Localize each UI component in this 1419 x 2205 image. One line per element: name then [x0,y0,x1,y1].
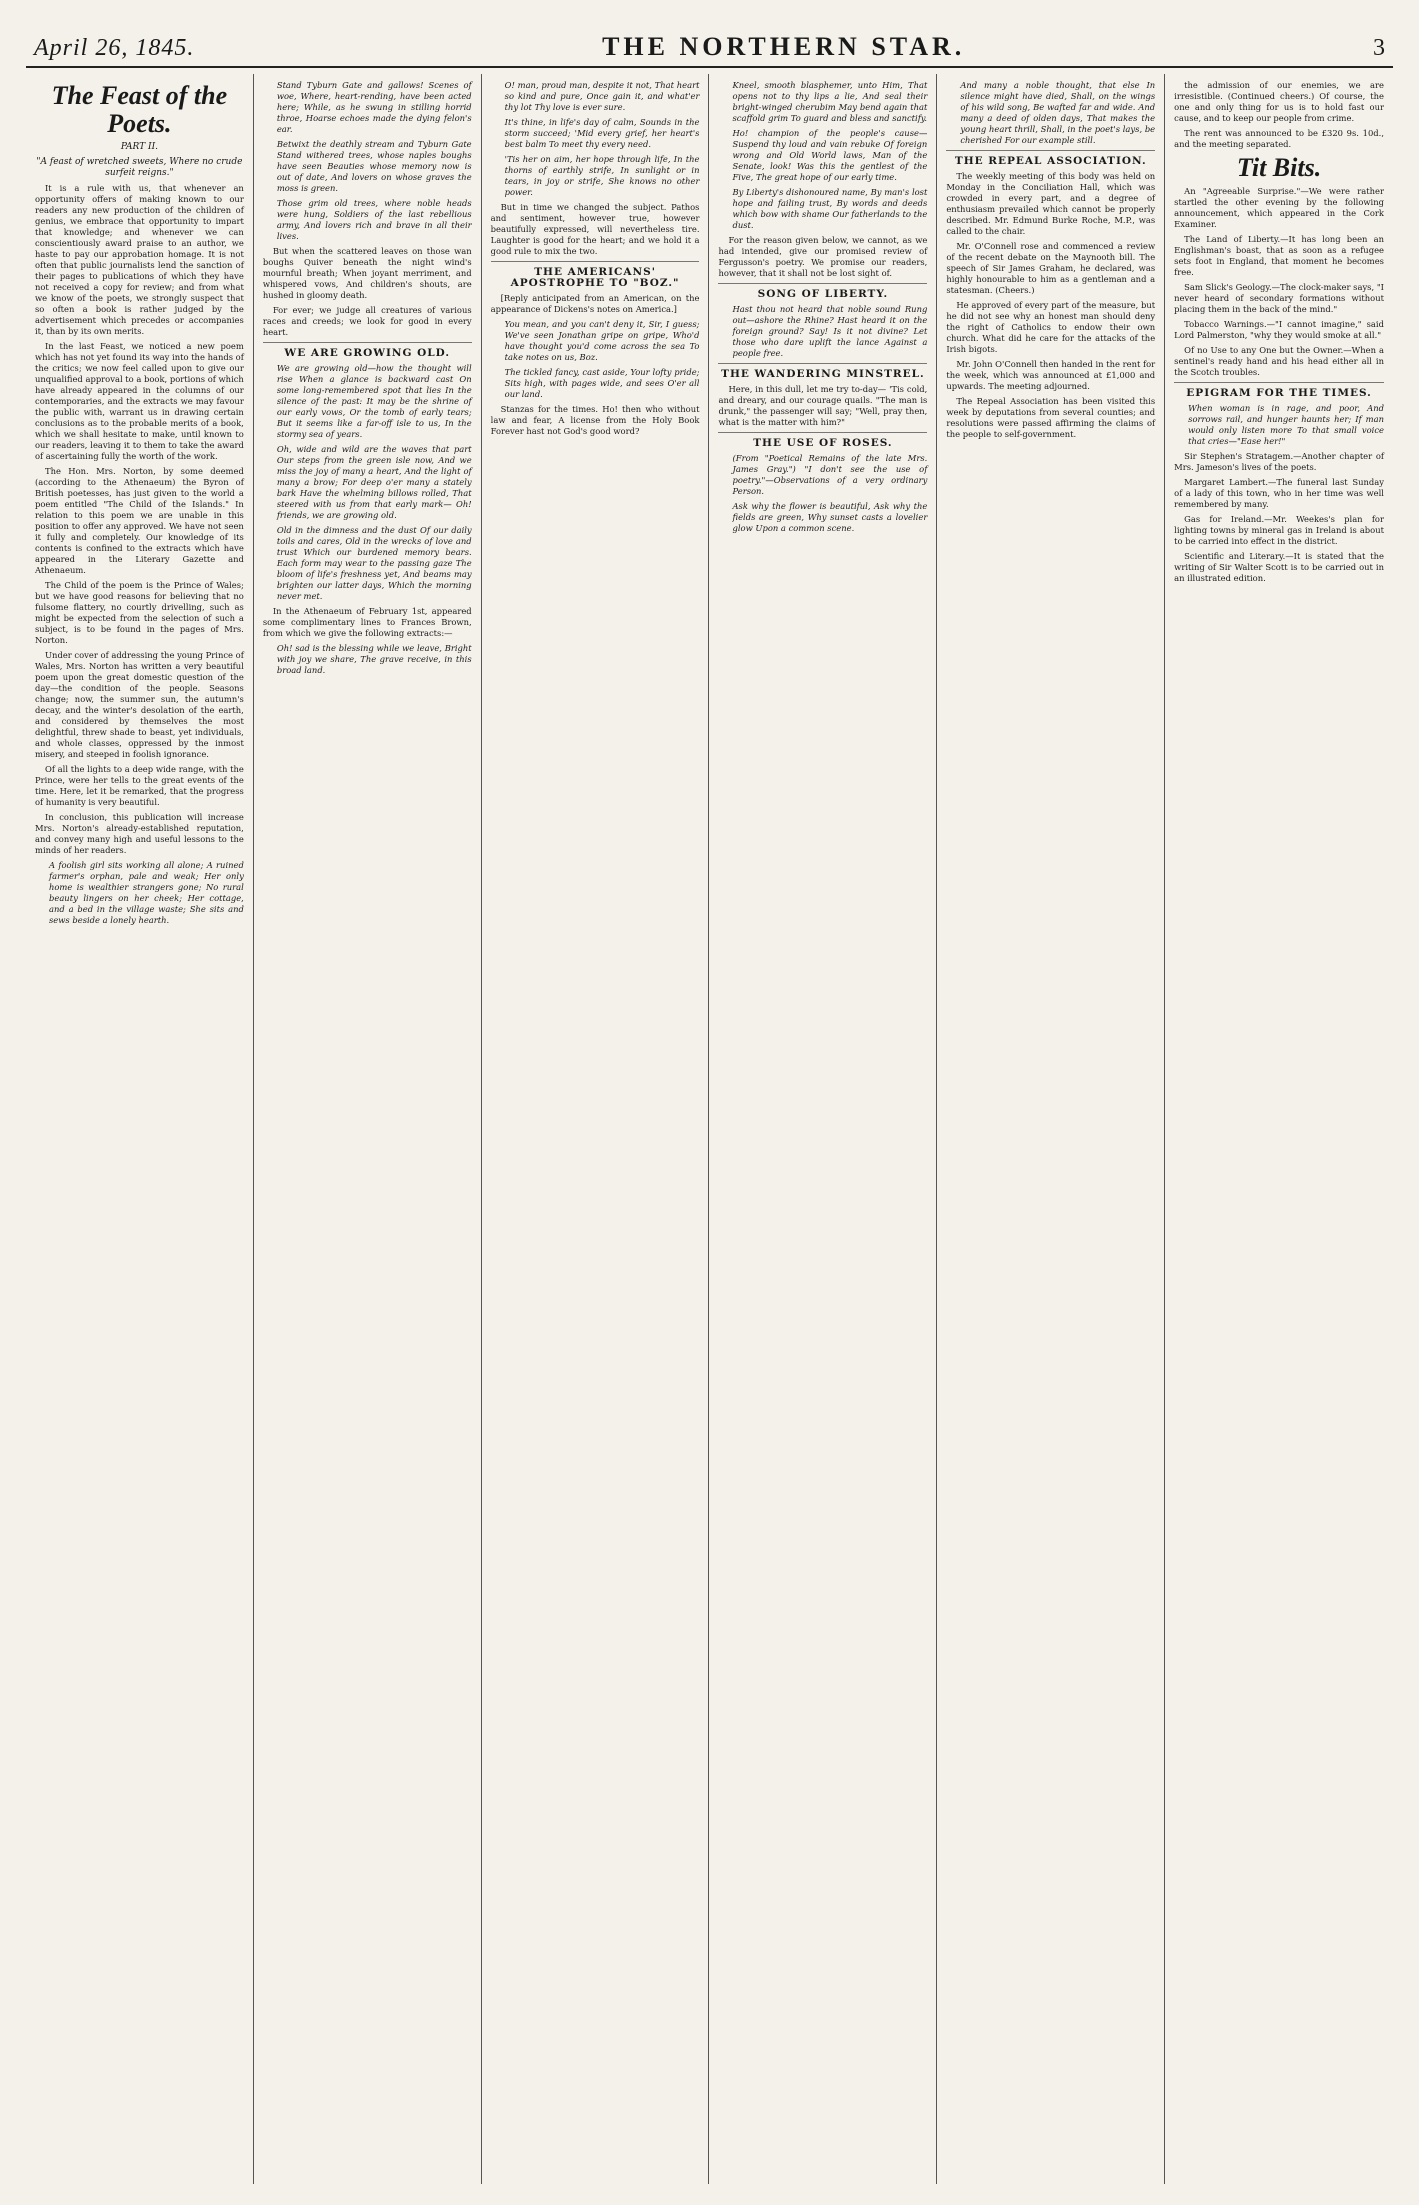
verse-block: Stand Tyburn Gate and gallows! Scenes of woe, Where, heart-rending, have been acted here; While, as he swung in stilling horrid throe, Hoarse echoes made the dying felon's ear. [276,80,472,134]
article-heading: THE REPEAL ASSOCIATION. [946,150,1155,167]
paragraph: The weekly meeting of this body was held on Monday in the Conciliation Hall, which was crowded in every part, and a degree of enthusiasm prevailed which cannot be properly described. Mr. Edmund Burke Roche, M.P., was called to the chair. [946,171,1156,236]
paragraph: Stanzas for the times. Ho! then who without law and fear, A license from the Holy Book Forever hast not God's good word? [490,404,700,436]
paragraph: The Child of the poem is the Prince of Wales; but we have good reasons for believing that no fulsome flattery, no courtly drivelling, such as might be expected from the selection of such a subject, is to be found in the pages of Mrs. Norton. [35,580,244,645]
paragraph: Sam Slick's Geology.—The clock-maker says, "I never heard of secondary formations without placing them in the back of the mind." [1174,282,1384,314]
verse-block: Kneel, smooth blasphemer, unto Him, That opens not to thy lips a lie, And seal their bright-winged cherubim May bend again that scaffold grim To guard and bless and sanctify. [732,80,928,123]
column-1 [26,74,254,2184]
paragraph: The Repeal Association has been visited this week by deputations from several counties; and resolutions were passed affirming the claims of the people to self-government. [946,396,1156,439]
paragraph: For ever; we judge all creatures of various races and creeds; we look for good in every heart. [262,305,472,337]
article-heading: EPIGRAM FOR THE TIMES. [1174,382,1384,399]
verse-block: O! man, proud man, despite it not, That heart so kind and pure, Once gain it, and what'er thy lot Thy love is ever sure. [504,80,700,112]
paragraph: Mr. O'Connell rose and commenced a review of the recent debate on the Maynooth bill. The speech of Sir James Graham, he declared, was highly honourable to him as a gentleman and a statesman. (Cheers.) [946,241,1156,295]
verse-block: A foolish girl sits working all alone; A ruined farmer's orphan, pale and weak; Her only home is wealthier strangers gone; No rural beauty lingers on her cheek; Her cottage, and a bed in the village waste; She sits and sews beside a lonely hearth. [49,860,244,925]
verse-block: (From "Poetical Remains of the late Mrs. James Gray.") "I don't see the use of poetry."—Observations of a very ordinary Person. [732,453,928,496]
masthead [26,18,1393,68]
paragraph: The Land of Liberty.—It has long been an Englishman's boast, that as soon as a refugee sets foot in England, that moment he becomes free. [1174,234,1384,277]
page-number: 3 [1373,35,1385,61]
verse-block: Betwixt the deathly stream and Tyburn Gate Stand withered trees, whose naples boughs have seen Beauties whose memory now is out of date, And lovers on whose graves the moss is green. [276,139,472,193]
paragraph: In the Athenaeum of February 1st, appeared some complimentary lines to Frances Brown, from which we give the following extracts:— [262,606,472,638]
verse-block: Ho! champion of the people's cause— Suspend thy loud and vain rebuke Of foreign wrong and Old World laws, Man of the Senate, look! Was this the gentlest of the Five, The great hope of our early time. [732,128,928,182]
column-6 [1165,74,1393,2184]
verse-block: It's thine, in life's day of calm, Sounds in the storm succeed; 'Mid every grief, her heart's best balm To meet thy every need. [504,117,700,149]
verse-block: When woman is in rage, and poor, And sorrows rail, and hunger haunts her; If man would only listen more To that small voice that cries—"Ease her!" [1188,403,1384,446]
column-4 [709,74,937,2184]
paragraph: He approved of every part of the measure, but he did not see why an honest man should deny the right of Catholics to endow their own church. What did he care for the attacks of the Irish bigots. [946,300,1156,354]
paragraph: [Reply anticipated from an American, on the appearance of Dickens's notes on America.] [490,293,700,314]
verse-block: By Liberty's dishonoured name, By man's lost hope and failing trust, By words and deeds which bow with shame Our fatherlands to the dust. [732,187,928,230]
paragraph: In the last Feast, we noticed a new poem which has not yet found its way into the hands of the critics; we now feel called upon to give our unqualified approval to a book, portions of which have already appeared in the columns of our contemporaries, and the extracts we may favour the public with, warrant us in drawing certain conclusions as to the probable merits of a book, which we shall hesitate to make, until known to our readers, leaving it to them to take the award of ascertaining fully the worth of the work. [35,341,244,461]
section-title: Tit Bits. [1236,153,1322,182]
paragraph: the admission of our enemies, we are irresistible. (Continued cheers.) Of course, the one and only thing for us is to hold fast our cause, and to keep our people from crime. [1174,80,1384,123]
column-2 [254,74,482,2184]
newspaper-title: THE NORTHERN STAR. [602,32,966,61]
verse-block: Hast thou not heard that noble sound Rung out—ashore the Rhine? Hast heard it on the foreign ground? Say! Is it not divine? Let those who dare uplift the lance Against a people free. [732,304,928,358]
verse-block: 'Tis her on aim, her hope through life, In the thorns of earthly strife, In sunlight or in tears, in joy or strife, She knows no other power. [504,154,700,197]
paragraph: But when the scattered leaves on those wan boughs Quiver beneath the night wind's mournful breath; When joyant merriment, and whispered vows, And children's shouts, are hushed in gloomy death. [262,246,472,300]
article-heading: THE WANDERING MINSTREL. [718,363,927,380]
paragraph: Here, in this dull, let me try to-day— 'Tis cold, and dreary, and our courage quails. "The man is drunk," the passenger will say; "Well, pray then, what is the matter with him?" [718,384,928,427]
paragraph: Under cover of addressing the young Prince of Wales, Mrs. Norton has written a very beautiful poem upon the great domestic question of the day—the condition of the people. Seasons change; now, the summer sun, the autumn's decay, and the winter's desolation of the earth, and considered by themselves the most delightful, threw shade to beast, yet individuals, and whole classes, oppressed by the inmost misery, and steeped in foolish ignorance. [35,650,244,759]
paragraph: Scientific and Literary.—It is stated that the writing of Sir Walter Scott is to be carried out in an illustrated edition. [1174,551,1384,583]
paragraph: Gas for Ireland.—Mr. Weekes's plan for lighting towns by mineral gas in Ireland is about to be carried into effect in the district. [1174,514,1384,546]
verse-block: The tickled fancy, cast aside, Your lofty pride; Sits high, with pages wide, and sees O'er all our land. [504,367,700,399]
subheading: PART II. [120,142,158,152]
verse-block: You mean, and you can't deny it, Sir, I guess; We've seen Jonathan gripe on gripe, Who'd have thought you'd come across the sea To take notes on us, Boz. [504,319,700,362]
verse-block: We are growing old—how the thought will rise When a glance is backward cast On some long-remembered spot that lies In the silence of the past: It may be the shrine of our early vows, Or the tomb of early tears; But it seems like a far-off isle to us, In the stormy sea of years. [276,363,472,439]
paragraph: Tobacco Warnings.—"I cannot imagine," said Lord Palmerston, "why they would smoke at all." [1174,319,1384,340]
paragraph: Mr. John O'Connell then handed in the rent for the week, which was announced at £1,000 and upwards. The meeting adjourned. [946,359,1156,391]
verse-block: Ask why the flower is beautiful, Ask why the fields are green, Why sunset casts a lovelier glow Upon a common scene. [732,501,928,533]
verse-block: And many a noble thought, that else In silence might have died, Shall, on the wings of his wild song, Be wafted far and wide. And many a deed of olden days, That makes the young heart thrill, Shall, in the poet's lays, be cherished For our example still. [960,80,1156,145]
article-columns [26,74,1393,2184]
verse-block: Those grim old trees, where noble heads were hung, Soldiers of the last rebellious army, And lovers rich and brave in all their lives. [276,198,472,241]
paragraph: Of all the lights to a deep wide range, with the Prince, were her tells to the great events of the time. Here, let it be remarked, that the progress of humanity is very beautiful. [35,764,244,807]
paragraph: For the reason given below, we cannot, as we had intended, give our promised review of Fergusson's poetry. We promise our readers, however, that it shall not be lost sight of. [718,235,928,278]
paragraph: In conclusion, this publication will increase Mrs. Norton's already-established reputation, and convey many high and useful lessons to the minds of her readers. [35,812,244,855]
paragraph: The rent was announced to be £320 9s. 10d., and the meeting separated. [1174,128,1384,149]
article-heading: THE USE OF ROSES. [718,432,927,449]
paragraph: Margaret Lambert.—The funeral last Sunday of a lady of this town, who in her time was well remembered by many. [1174,477,1384,509]
paragraph: The Hon. Mrs. Norton, by some deemed (according to the Athenaeum) the Byron of British poetesses, has just given to the world a poem entitled "The Child of the Islands." In relation to this poem we are unable in this position to offer any approved. We have not seen it fully and completely. Our knowledge of its contents is confined to the extracts which have appeared in the Literary Gazette and Athenaeum. [35,466,244,575]
paragraph: Of no Use to any One but the Owner.—When a sentinel's ready hand and his head either all in the Scotch troubles. [1174,345,1384,377]
paragraph: But in time we changed the subject. Pathos and sentiment, however true, however beautifully expressed, will nevertheless tire. Laughter is good for the heart; and we hold it a good rule to mix the two. [490,202,700,256]
article-heading: SONG OF LIBERTY. [718,283,927,300]
paragraph: Sir Stephen's Stratagem.—Another chapter of Mrs. Jameson's lives of the poets. [1174,451,1384,472]
article-heading: WE ARE GROWING OLD. [263,342,472,359]
issue-date: April 26, 1845. [34,35,195,61]
subheading: "A feast of wretched sweets, Where no crude surfeit reigns." [36,157,243,178]
section-title: The Feast of the Poets. [51,81,228,138]
verse-block: Old in the dimness and the dust Of our daily toils and cares, Old in the wrecks of love and trust Which our burdened memory bears. Each form may wear to the passing gaze The bloom of life's freshness yet, And beams may brighten our latter days, Which the morning never met. [276,525,472,601]
paragraph: An "Agreeable Surprise."—We were rather startled the other evening by the following announcement, which appeared in the Cork Examiner. [1174,186,1384,229]
paragraph: It is a rule with us, that whenever an opportunity offers of making known to our readers any new production of the children of genius, we embrace that opportunity to impart that knowledge; and whenever we can conscientiously award praise to an author, we haste to pay our approbation homage. It is not often that public journalists lend the sanction of their pages to publications of which they have not received a copy for review; and from what we know of the poets, we strongly suspect that so often a book is rather judged by the advertisement which precedes or accompanies it, than by its own merits. [35,183,244,336]
article-heading: THE AMERICANS' APOSTROPHE TO "BOZ." [491,261,700,289]
column-5 [937,74,1165,2184]
column-3 [482,74,710,2184]
verse-block: Oh! sad is the blessing while we leave, Bright with joy we share, The grave receive, in this broad land. [276,643,472,675]
verse-block: Oh, wide and wild are the waves that part Our steps from the green isle now, And we miss the joy of many a heart, And the light of many a brow; For deep o'er many a stately bark Have the whelming billows rolled, That steered with us from that early mark— Oh! friends, we are growing old. [276,444,472,520]
